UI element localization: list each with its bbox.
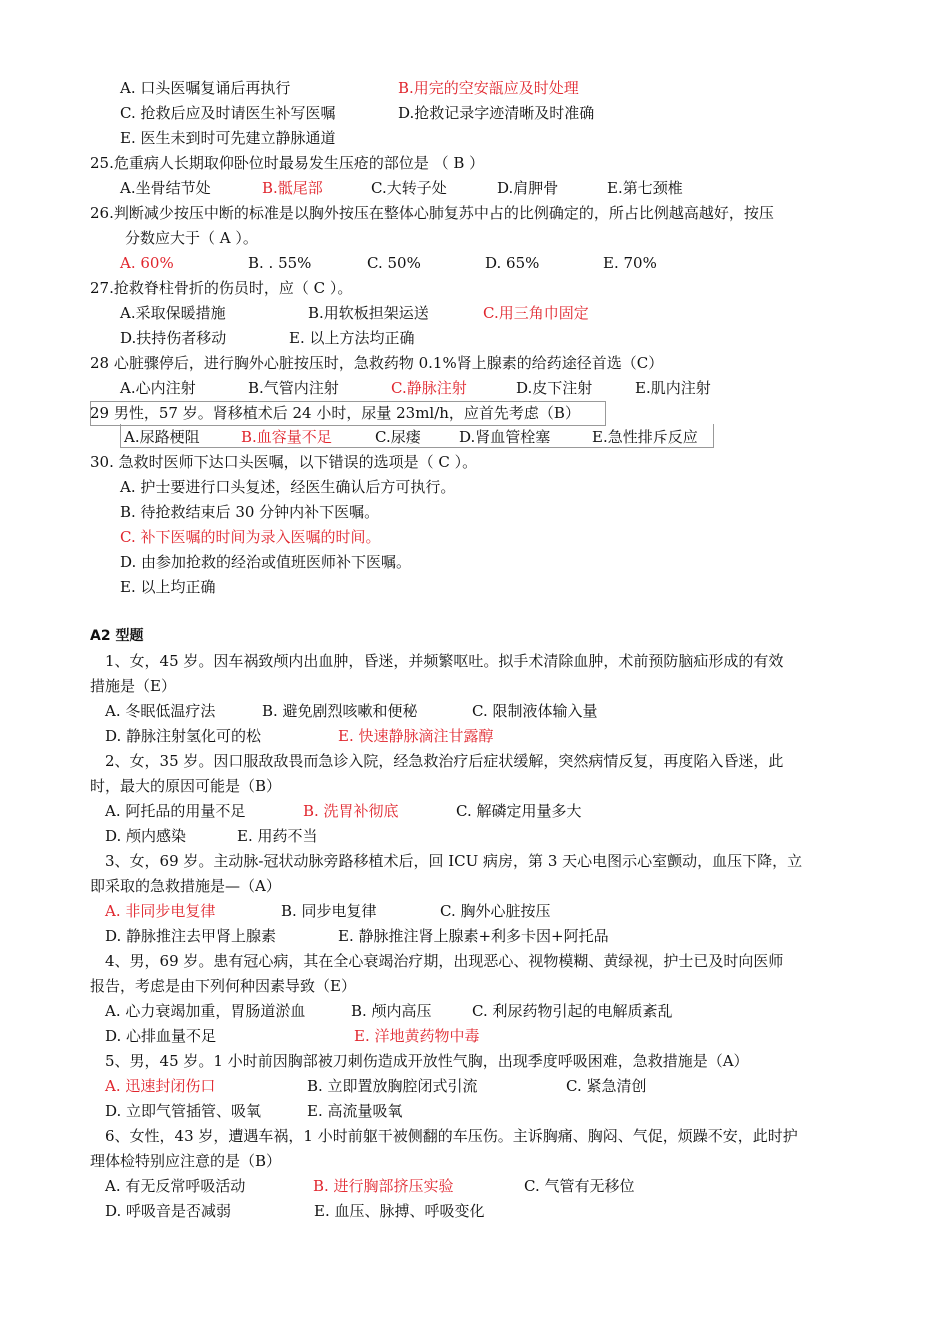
option-text: D. 静脉注射氢化可的松 [105, 727, 262, 745]
option-line [120, 253, 657, 273]
option-line [120, 502, 379, 522]
option-text: A. 口头医嘱复诵后再执行 [120, 79, 291, 97]
section-heading-text: A2 型题 [90, 628, 144, 644]
answer-option: E. 快速静脉滴注甘露醇 [338, 727, 494, 745]
option-text: E. 高流量吸氧 [307, 1102, 403, 1120]
question-text: 28 心脏骤停后，进行胸外心脏按压时，急救药物 0.1%肾上腺素的给药途径首选（C） [90, 354, 664, 372]
option-line [105, 926, 609, 946]
option-text: A.坐骨结节处 [120, 179, 211, 197]
option-text: A.心内注射 [120, 379, 196, 397]
question-text: 29 男性，57 岁。肾移植术后 24 小时，尿量 23ml/h，应首先考虑（B） [90, 404, 580, 422]
option-text: D. 呼吸音是否减弱 [105, 1202, 232, 1220]
question-text: 分数应大于（ A ）。 [125, 229, 258, 247]
question-text: 即采取的急救措施是—（A） [90, 877, 281, 895]
question-stem [105, 651, 783, 671]
question-text: 4、男，69 岁。患有冠心病，其在全心衰竭治疗期，出现恶心、视物模糊、黄绿视，护士已及时向医师 [105, 952, 784, 970]
option-text: E.急性排斥反应 [592, 428, 698, 446]
question-stem [105, 951, 783, 971]
question-text: 5、男，45 岁。1 小时前因胸部被刀刺伤造成开放性气胸，出现季度呼吸困难，急救措施是（A） [105, 1052, 749, 1070]
answer-option: B. 进行胸部挤压实验 [313, 1177, 454, 1195]
question-stem-cont [90, 776, 281, 796]
option-line [105, 1201, 485, 1221]
option-line [120, 328, 415, 348]
question-stem [105, 1126, 798, 1146]
option-line [120, 303, 589, 323]
option-text: B. 待抢救结束后 30 分钟内补下医嘱。 [120, 503, 380, 521]
option-text: C. 50% [367, 254, 421, 272]
question-text: 报告，考虑是由下列何种因素导致（E） [90, 977, 356, 995]
question-stem [90, 153, 484, 173]
question-stem-cont [125, 228, 258, 248]
option-line [120, 477, 455, 497]
question-stem [90, 203, 774, 223]
option-line [120, 128, 336, 148]
option-text: E. 70% [603, 254, 657, 272]
option-text: D. 静脉推注去甲肾上腺素 [105, 927, 277, 945]
question-stem-cont [90, 676, 176, 696]
option-line [120, 552, 411, 572]
question-stem [105, 851, 802, 871]
option-text: C. 解磷定用量多大 [456, 802, 582, 820]
option-line [105, 1101, 403, 1121]
option-text: C. 胸外心脏按压 [440, 902, 551, 920]
option-line [105, 701, 598, 721]
option-text: D.肩胛骨 [497, 179, 559, 197]
question-stem [90, 278, 352, 298]
option-text: A. 护士要进行口头复述，经医生确认后方可执行。 [120, 478, 456, 496]
option-line [105, 826, 318, 846]
question-text: 25.危重病人长期取仰卧位时最易发生压疮的部位是 （ B ） [90, 154, 485, 172]
option-line [105, 1076, 647, 1096]
answer-option: B.血容量不足 [241, 428, 332, 446]
option-text: E.肌内注射 [635, 379, 711, 397]
option-text: C.大转子处 [371, 179, 447, 197]
option-line [120, 527, 380, 547]
question-text: 6、女性，43 岁，遭遇车祸，1 小时前躯干被侧翻的车压伤。主诉胸痛、胸闷、气促，烦躁不安，此时护 [105, 1127, 798, 1145]
option-text: C.尿瘘 [375, 428, 421, 446]
option-text: D. 由参加抢救的经治或值班医师补下医嘱。 [120, 553, 412, 571]
option-text: E. 医生未到时可先建立静脉通道 [120, 129, 336, 147]
option-text: A. 阿托品的用量不足 [105, 802, 246, 820]
option-line [120, 577, 216, 597]
option-text: E. 血压、脉搏、呼吸变化 [314, 1202, 485, 1220]
option-text: D. 颅内感染 [105, 827, 187, 845]
option-line [120, 378, 711, 398]
option-text: D.扶持伤者移动 [120, 329, 227, 347]
question-stem-cont [90, 976, 356, 996]
option-text: E. 静脉推注肾上腺素+利多卡因+阿托品 [338, 927, 609, 945]
answer-option: C.静脉注射 [391, 379, 467, 397]
question-stem [90, 353, 663, 373]
option-text: C. 抢救后应及时请医生补写医嘱 [120, 104, 336, 122]
option-line [105, 1026, 480, 1046]
option-line [120, 178, 683, 198]
option-text: C. 气管有无移位 [524, 1177, 635, 1195]
option-text: B. 同步电复律 [281, 902, 377, 920]
option-text: B.气管内注射 [248, 379, 339, 397]
answer-option: A. 迅速封闭伤口 [105, 1077, 216, 1095]
question-stem [105, 751, 783, 771]
option-line [105, 1176, 635, 1196]
option-line [120, 78, 579, 98]
option-text: A.采取保暖措施 [120, 304, 226, 322]
answer-option: A. 60% [120, 254, 174, 272]
option-line [105, 726, 494, 746]
option-line [105, 801, 582, 821]
answer-option: A. 非同步电复律 [105, 902, 216, 920]
option-text: D. 心排血量不足 [105, 1027, 217, 1045]
question-text: 措施是（E） [90, 677, 176, 695]
question-stem [90, 403, 580, 423]
answer-option: B.用完的空安瓿应及时处理 [398, 79, 579, 97]
option-line [124, 427, 698, 447]
question-text: 27.抢救脊柱骨折的伤员时，应（ C ）。 [90, 279, 353, 297]
option-text: E. 用药不当 [237, 827, 318, 845]
question-text: 理体检特别应注意的是（B） [90, 1152, 282, 1170]
question-stem-cont [90, 1151, 281, 1171]
option-text: D.肾血管栓塞 [459, 428, 551, 446]
question-stem [105, 1051, 749, 1071]
option-text: A. 心力衰竭加重，胃肠道淤血 [105, 1002, 306, 1020]
option-text: D. 65% [485, 254, 540, 272]
option-text: E. 以上均正确 [120, 578, 216, 596]
question-text: 1、女，45 岁。因车祸致颅内出血肿，昏迷，并频繁呕吐。拟手术清除血肿，术前预防脑疝形成的有效 [105, 652, 784, 670]
option-text: B. . 55% [248, 254, 312, 272]
option-text: B.用软板担架运送 [308, 304, 429, 322]
option-text: E.第七颈椎 [607, 179, 683, 197]
answer-option: B. 洗胃补彻底 [303, 802, 399, 820]
option-text: D.皮下注射 [516, 379, 593, 397]
question-stem [90, 452, 477, 472]
question-text: 26.判断减少按压中断的标准是以胸外按压在整体心肺复苏中占的比例确定的，所占比例越高越好，按压 [90, 204, 774, 222]
question-text: 30. 急救时医师下达口头医嘱，以下错误的选项是（ C ）。 [90, 453, 478, 471]
option-text: A.尿路梗阻 [124, 428, 200, 446]
answer-option: E. 洋地黄药物中毒 [354, 1027, 480, 1045]
option-text: C. 限制液体输入量 [472, 702, 598, 720]
option-line [105, 901, 551, 921]
answer-option: C. 补下医嘱的时间为录入医嘱的时间。 [120, 528, 381, 546]
option-line [120, 103, 595, 123]
question-text: 2、女，35 岁。因口服敌敌畏而急诊入院，经急救治疗后症状缓解，突然病情反复，再度陷入昏迷，此 [105, 752, 784, 770]
option-text: A. 有无反常呼吸活动 [105, 1177, 246, 1195]
option-line [105, 1001, 673, 1021]
question-text: 3、女，69 岁。主动脉-冠状动脉旁路移植术后，回 ICU 病房，第 3 天心电图示心室颤动，血压下降，立 [105, 852, 803, 870]
option-text: D. 立即气管插管、吸氧 [105, 1102, 262, 1120]
option-text: B. 避免剧烈咳嗽和便秘 [262, 702, 418, 720]
answer-option: B.骶尾部 [262, 179, 323, 197]
question-text: 时，最大的原因可能是（B） [90, 777, 282, 795]
option-text: B. 立即置放胸腔闭式引流 [307, 1077, 478, 1095]
option-text: B. 颅内高压 [351, 1002, 432, 1020]
option-text: D.抢救记录字迹清晰及时准确 [398, 104, 595, 122]
option-text: C. 紧急清创 [566, 1077, 647, 1095]
option-text: C. 利尿药物引起的电解质紊乱 [472, 1002, 673, 1020]
section-heading [90, 626, 143, 646]
option-text: E. 以上方法均正确 [289, 329, 415, 347]
answer-option: C.用三角巾固定 [483, 304, 589, 322]
option-text: A. 冬眠低温疗法 [105, 702, 216, 720]
question-stem-cont [90, 876, 281, 896]
